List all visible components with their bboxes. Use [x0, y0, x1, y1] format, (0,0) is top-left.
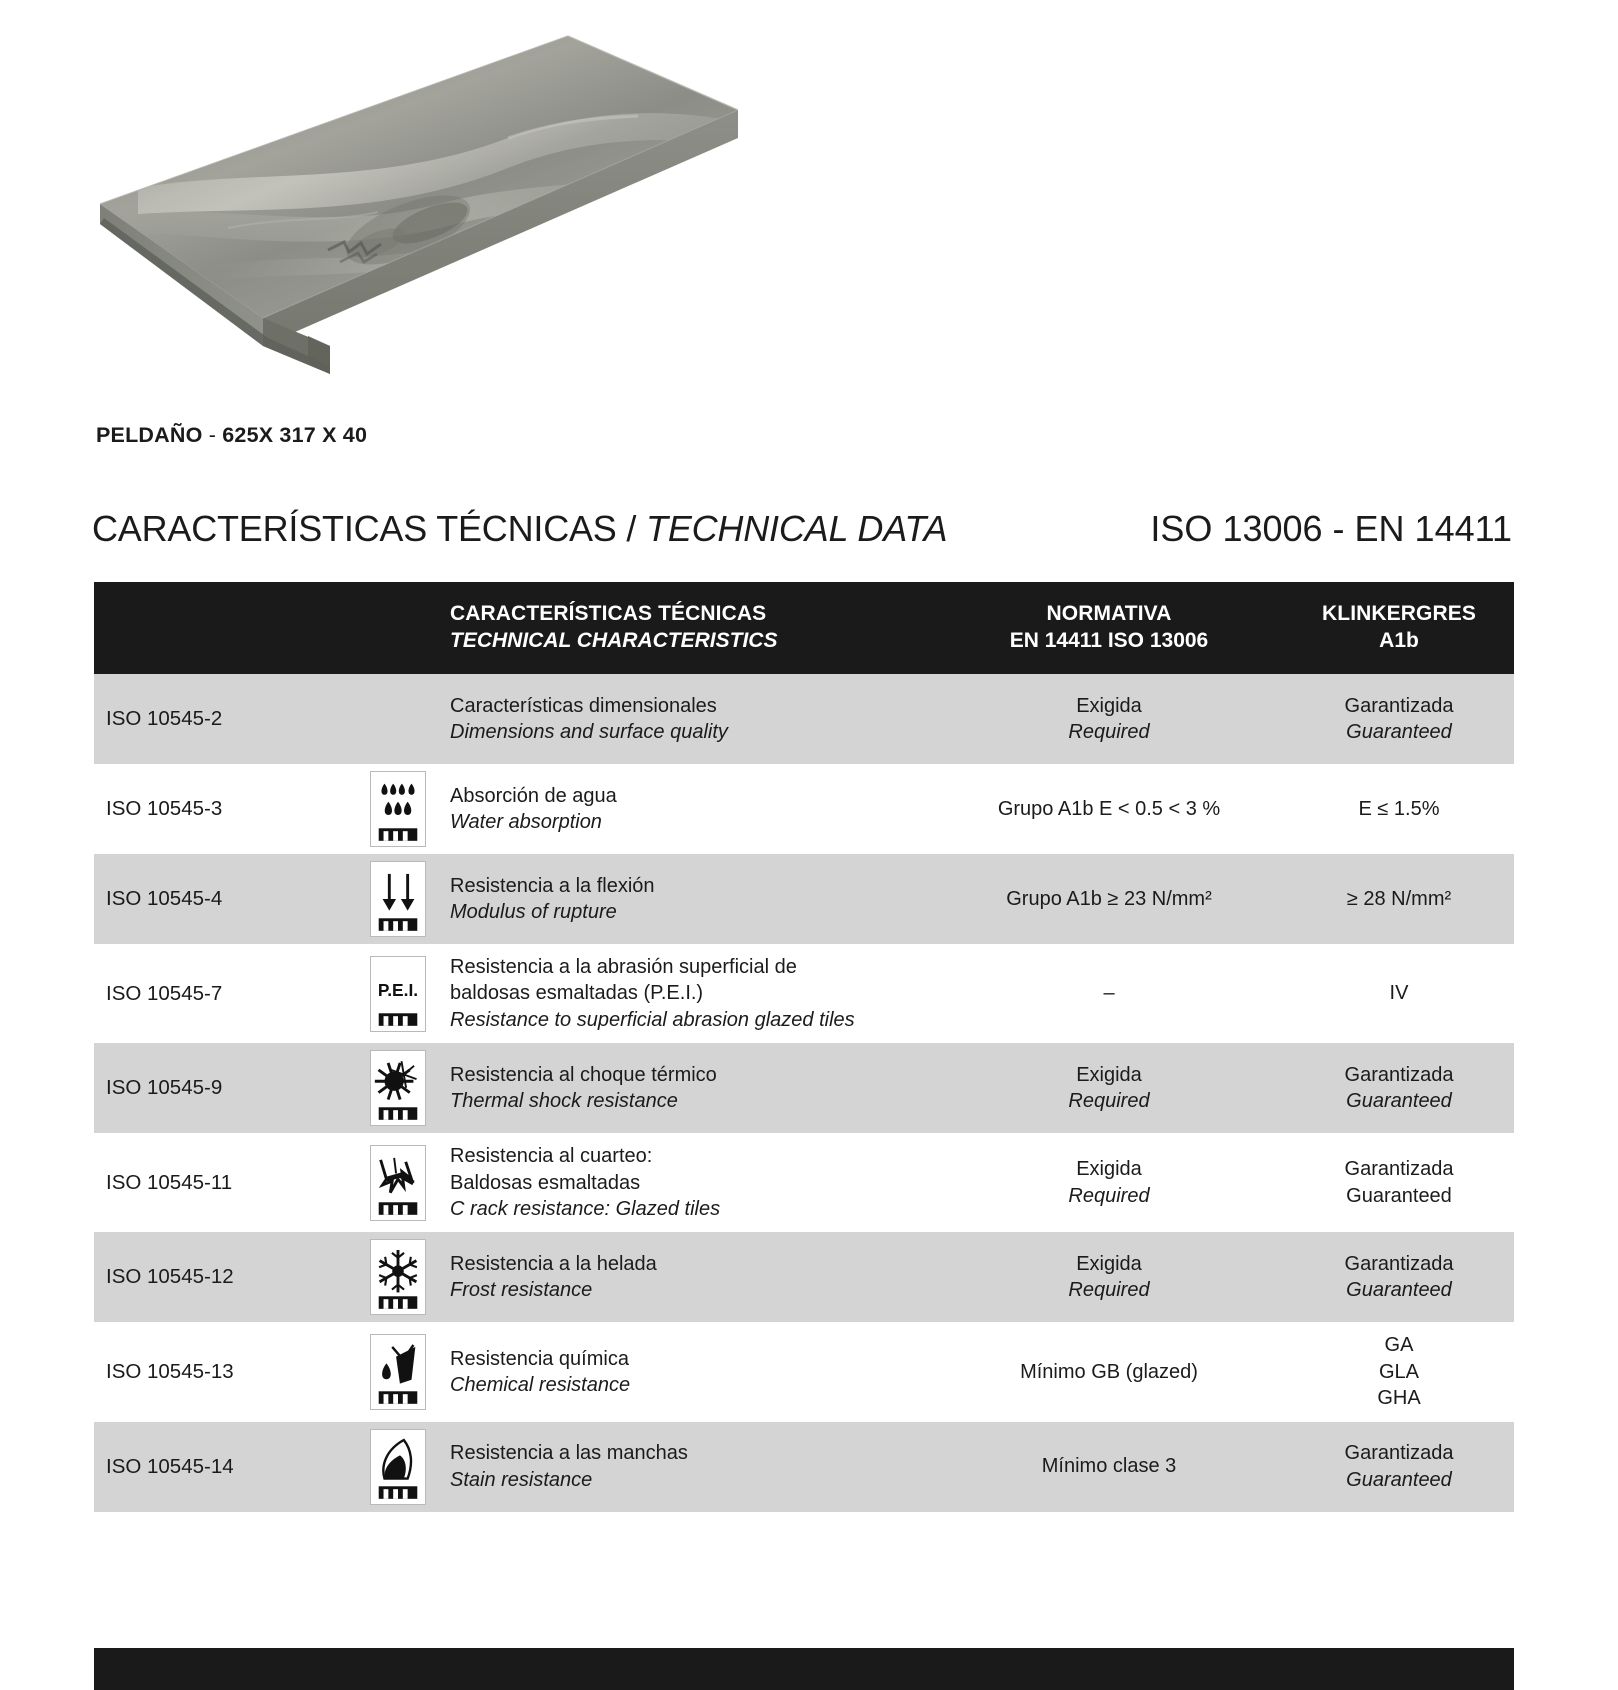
- cell-iso-standard: ISO 10545-14: [94, 1422, 352, 1512]
- characteristic-en: Modulus of rupture: [450, 901, 617, 923]
- cell-iso-standard: ISO 10545-12: [94, 1232, 352, 1322]
- cell-icon: [352, 854, 444, 944]
- klinkergres-en: Guaranteed: [1346, 1090, 1452, 1113]
- normativa-es: Mínimo clase 3: [1041, 1455, 1177, 1478]
- cell-iso-standard: ISO 10545-7: [94, 944, 352, 1043]
- characteristic-es-line2: baldosas esmaltadas (P.E.I.): [450, 982, 704, 1005]
- klinkergres-value: GA: [1384, 1334, 1414, 1357]
- klinkergres-es: IV: [1389, 982, 1409, 1005]
- header-characteristics-es: CARACTERÍSTICAS TÉCNICAS: [450, 601, 767, 625]
- cell-icon: [352, 1133, 444, 1232]
- characteristic-es: Resistencia al cuarteo:: [450, 1145, 653, 1168]
- cell-klinkergres: [1284, 1232, 1514, 1322]
- klinkergres-en: Guaranteed: [1346, 1468, 1452, 1491]
- normativa-en: Required: [1068, 1090, 1150, 1113]
- header-klinkergres-es: KLINKERGRES: [1322, 601, 1476, 625]
- characteristic-en: Thermal shock resistance: [450, 1090, 678, 1113]
- pei-icon: [370, 956, 426, 1032]
- characteristic-es: Resistencia a las manchas: [450, 1442, 688, 1465]
- characteristic-es: Resistencia al choque térmico: [450, 1063, 717, 1086]
- klinkergres-value: GHA: [1377, 1387, 1421, 1410]
- section-title-en: TECHNICAL DATA: [646, 508, 948, 549]
- product-name: PELDAÑO: [96, 423, 203, 447]
- section-title-row: [92, 508, 1532, 556]
- caption-separator: -: [202, 423, 223, 447]
- header-normativa: [934, 582, 1284, 674]
- cell-iso-standard: ISO 10545-13: [94, 1322, 352, 1421]
- header-normativa-standards: EN 14411 ISO 13006: [1009, 628, 1209, 652]
- normativa-es: Grupo A1b ≥ 23 N/mm²: [1006, 887, 1212, 910]
- cell-icon: [352, 1422, 444, 1512]
- section-title-es: CARACTERÍSTICAS TÉCNICAS: [92, 508, 617, 549]
- table-row: [94, 674, 1514, 764]
- thermal-shock-icon: [370, 1050, 426, 1126]
- cell-normativa: [934, 1232, 1284, 1322]
- table-row: [94, 854, 1514, 944]
- cell-characteristics: [444, 1322, 934, 1421]
- characteristic-en: Stain resistance: [450, 1468, 593, 1491]
- cell-klinkergres: [1284, 944, 1514, 1043]
- cell-klinkergres: [1284, 1043, 1514, 1133]
- header-characteristics: [444, 582, 934, 674]
- table-row: [94, 1232, 1514, 1322]
- water-drops-icon: [370, 771, 426, 847]
- normativa-en: Required: [1068, 721, 1150, 743]
- normativa-es: Exigida: [1076, 1158, 1142, 1181]
- cell-iso-standard: ISO 10545-9: [94, 1043, 352, 1133]
- klinkergres-es: Garantizada: [1344, 1063, 1454, 1086]
- header-normativa-es: NORMATIVA: [1046, 601, 1172, 625]
- characteristic-es: Resistencia a la helada: [450, 1252, 657, 1275]
- cell-iso-standard: ISO 10545-2: [94, 674, 352, 764]
- cell-normativa: [934, 1043, 1284, 1133]
- product-caption: [96, 423, 367, 448]
- cell-characteristics: [444, 1422, 934, 1512]
- cell-characteristics: [444, 854, 934, 944]
- cell-klinkergres: [1284, 1422, 1514, 1512]
- klinkergres-es: Garantizada: [1344, 1158, 1454, 1181]
- product-dimensions: 625X 317 X 40: [222, 423, 368, 447]
- stain-icon: [370, 1429, 426, 1505]
- characteristic-en: C rack resistance: Glazed tiles: [450, 1197, 721, 1220]
- crack-icon: [370, 1145, 426, 1221]
- cell-icon: [352, 1043, 444, 1133]
- characteristic-es: Resistencia a la abrasión superficial de: [450, 956, 797, 978]
- cell-characteristics: [444, 944, 934, 1043]
- cell-normativa: [934, 1133, 1284, 1232]
- header-klinkergres-group: A1b: [1379, 628, 1419, 652]
- klinkergres-en: Guaranteed: [1346, 721, 1452, 743]
- header-iso-column: [94, 582, 352, 674]
- klinkergres-es: ≥ 28 N/mm²: [1346, 887, 1452, 910]
- characteristic-es: Características dimensionales: [450, 694, 717, 717]
- klinkergres-es: Garantizada: [1344, 1252, 1454, 1275]
- cell-iso-standard: ISO 10545-4: [94, 854, 352, 944]
- table-row: [94, 1422, 1514, 1512]
- cell-iso-standard: ISO 10545-3: [94, 764, 352, 854]
- cell-icon: [352, 1322, 444, 1421]
- section-title-separator: /: [616, 508, 647, 549]
- header-icon-column: [352, 582, 444, 674]
- normativa-es: Exigida: [1076, 1063, 1142, 1086]
- cell-klinkergres: [1284, 1322, 1514, 1421]
- section-standards: ISO 13006 - EN 14411: [1150, 508, 1512, 549]
- normativa-es: Exigida: [1076, 1252, 1142, 1275]
- characteristic-en: Water absorption: [450, 811, 602, 833]
- klinkergres-value: GLA: [1378, 1360, 1420, 1383]
- normativa-es: Exigida: [1076, 694, 1142, 717]
- table-row: [94, 1322, 1514, 1421]
- page-edge-strip: [1606, 0, 1618, 1690]
- characteristic-en: Dimensions and surface quality: [450, 721, 728, 743]
- product-photo: [78, 18, 738, 378]
- klinkergres-en: Guaranteed: [1346, 1279, 1452, 1302]
- normativa-es: Mínimo GB (glazed): [1020, 1360, 1198, 1383]
- klinkergres-es: E ≤ 1.5%: [1358, 797, 1440, 820]
- table-row: [94, 1133, 1514, 1232]
- klinkergres-en: Guaranteed: [1346, 1184, 1452, 1207]
- table-header-row: [94, 582, 1514, 674]
- characteristic-es: Absorción de agua: [450, 784, 617, 807]
- table-header: [94, 582, 1514, 674]
- cell-icon: [352, 944, 444, 1043]
- cell-klinkergres: [1284, 854, 1514, 944]
- table-body: [94, 674, 1514, 1512]
- svg-text:P.E.I.: P.E.I.: [377, 979, 419, 1000]
- cell-iso-standard: ISO 10545-11: [94, 1133, 352, 1232]
- cell-characteristics: [444, 674, 934, 764]
- klinkergres-es: Garantizada: [1344, 1442, 1454, 1465]
- cell-klinkergres: [1284, 674, 1514, 764]
- characteristic-en: Chemical resistance: [450, 1373, 631, 1396]
- cell-normativa: [934, 1322, 1284, 1421]
- cell-klinkergres: [1284, 1133, 1514, 1232]
- normativa-es: –: [1103, 982, 1115, 1005]
- down-arrows-icon: [370, 861, 426, 937]
- footer-bar: [94, 1648, 1514, 1690]
- cell-characteristics: [444, 1043, 934, 1133]
- table-row: [94, 944, 1514, 1043]
- header-characteristics-en: TECHNICAL CHARACTERISTICS: [450, 628, 778, 652]
- klinkergres-es: Garantizada: [1344, 694, 1454, 717]
- cell-normativa: [934, 764, 1284, 854]
- normativa-en: Required: [1068, 1184, 1150, 1207]
- cell-normativa: [934, 1422, 1284, 1512]
- chemical-icon: [370, 1334, 426, 1410]
- characteristic-en: Frost resistance: [450, 1279, 593, 1302]
- table-row: [94, 1043, 1514, 1133]
- cell-icon: [352, 764, 444, 854]
- technical-data-table: [94, 582, 1514, 1512]
- cell-characteristics: [444, 1232, 934, 1322]
- cell-characteristics: [444, 1133, 934, 1232]
- cell-icon: [352, 1232, 444, 1322]
- cell-normativa: [934, 944, 1284, 1043]
- cell-normativa: [934, 674, 1284, 764]
- cell-normativa: [934, 854, 1284, 944]
- normativa-es: Grupo A1b E < 0.5 < 3 %: [997, 797, 1221, 820]
- stair-tread-tile-illustration: [78, 18, 738, 378]
- characteristic-es: Resistencia química: [450, 1347, 629, 1370]
- normativa-en: Required: [1068, 1279, 1150, 1302]
- cell-icon: [352, 674, 444, 764]
- snowflake-icon: [370, 1239, 426, 1315]
- characteristic-es-line2: Baldosas esmaltadas: [450, 1171, 641, 1194]
- cell-klinkergres: [1284, 764, 1514, 854]
- header-klinkergres: [1284, 582, 1514, 674]
- cell-characteristics: [444, 764, 934, 854]
- characteristic-en: Resistance to superficial abrasion glazed tiles: [450, 1008, 855, 1031]
- table-row: [94, 764, 1514, 854]
- section-title: [92, 508, 947, 550]
- characteristic-es: Resistencia a la flexión: [450, 874, 655, 897]
